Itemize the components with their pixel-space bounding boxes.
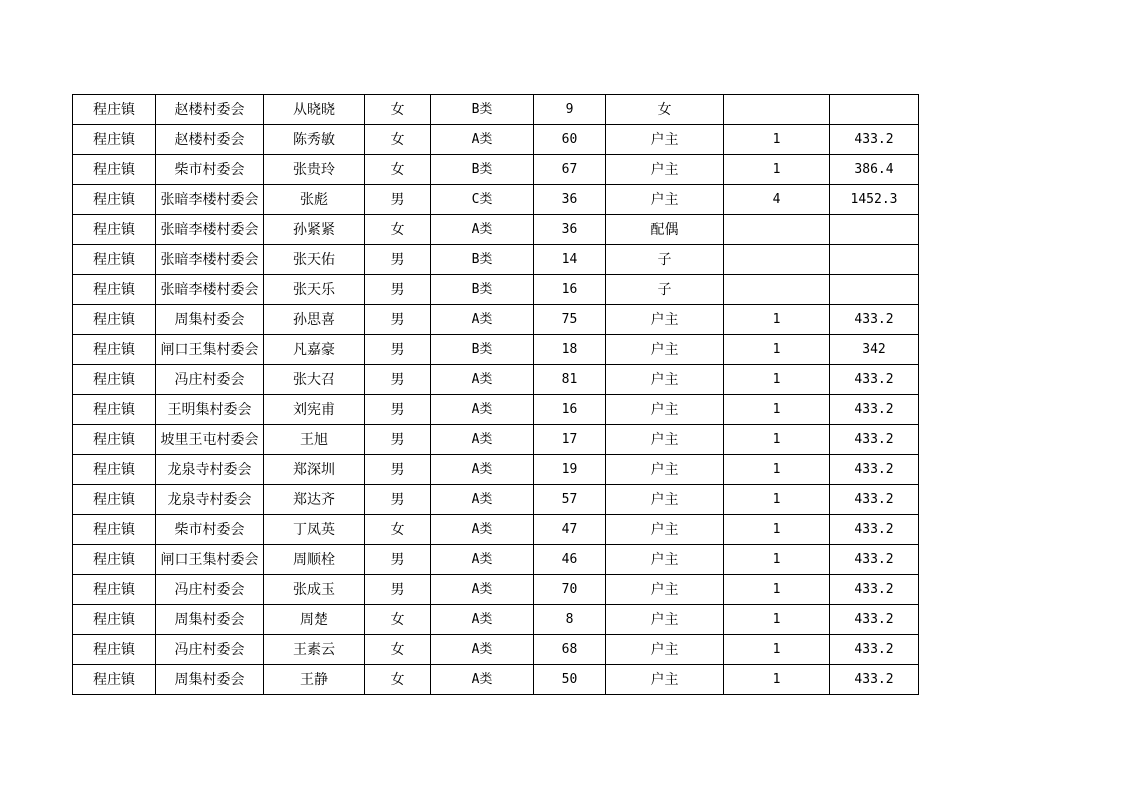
amount-cell: 433.2 [830,575,919,605]
age-cell: 81 [534,365,606,395]
category-cell: A类 [431,665,534,695]
name-cell: 张成玉 [264,575,365,605]
table-row [73,305,919,335]
category-cell: A类 [431,485,534,515]
age-cell: 67 [534,155,606,185]
category-cell: A类 [431,515,534,545]
relation-cell: 户主 [606,365,724,395]
village-committee-cell: 闸口王集村委会 [156,335,264,365]
name-cell: 孙思喜 [264,305,365,335]
gender-cell: 男 [365,305,431,335]
table-row [73,485,919,515]
town-cell: 程庄镇 [73,455,156,485]
town-cell: 程庄镇 [73,185,156,215]
table-row [73,185,919,215]
table-row [73,515,919,545]
name-cell: 刘宪甫 [264,395,365,425]
town-cell: 程庄镇 [73,125,156,155]
relation-cell: 户主 [606,515,724,545]
village-committee-cell: 赵楼村委会 [156,125,264,155]
amount-cell: 433.2 [830,365,919,395]
household-size-cell: 1 [724,575,830,605]
gender-cell: 男 [365,275,431,305]
table-row [73,635,919,665]
name-cell: 陈秀敏 [264,125,365,155]
relation-cell: 户主 [606,395,724,425]
amount-cell: 433.2 [830,515,919,545]
category-cell: B类 [431,155,534,185]
name-cell: 王旭 [264,425,365,455]
relation-cell: 户主 [606,455,724,485]
name-cell: 张天乐 [264,275,365,305]
amount-cell: 433.2 [830,635,919,665]
town-cell: 程庄镇 [73,665,156,695]
table-row [73,395,919,425]
amount-cell: 433.2 [830,485,919,515]
age-cell: 46 [534,545,606,575]
amount-cell: 433.2 [830,305,919,335]
village-committee-cell: 柴市村委会 [156,515,264,545]
amount-cell [830,95,919,125]
amount-cell: 433.2 [830,125,919,155]
amount-cell: 342 [830,335,919,365]
category-cell: A类 [431,635,534,665]
relation-cell: 户主 [606,155,724,185]
village-committee-cell: 坡里王屯村委会 [156,425,264,455]
household-size-cell: 1 [724,515,830,545]
household-size-cell: 4 [724,185,830,215]
relation-cell: 户主 [606,125,724,155]
household-size-cell: 1 [724,125,830,155]
village-committee-cell: 龙泉寺村委会 [156,485,264,515]
table-row [73,215,919,245]
gender-cell: 女 [365,155,431,185]
table-row [73,455,919,485]
village-committee-cell: 张暗李楼村委会 [156,245,264,275]
town-cell: 程庄镇 [73,305,156,335]
household-size-cell: 1 [724,335,830,365]
age-cell: 70 [534,575,606,605]
table-body [73,95,919,695]
town-cell: 程庄镇 [73,215,156,245]
village-committee-cell: 周集村委会 [156,665,264,695]
name-cell: 郑深圳 [264,455,365,485]
gender-cell: 女 [365,665,431,695]
table-row [73,95,919,125]
village-committee-cell: 周集村委会 [156,605,264,635]
name-cell: 张彪 [264,185,365,215]
name-cell: 王素云 [264,635,365,665]
village-committee-cell: 冯庄村委会 [156,575,264,605]
household-size-cell: 1 [724,305,830,335]
name-cell: 郑达齐 [264,485,365,515]
town-cell: 程庄镇 [73,95,156,125]
age-cell: 60 [534,125,606,155]
table-row [73,425,919,455]
age-cell: 75 [534,305,606,335]
household-size-cell: 1 [724,425,830,455]
town-cell: 程庄镇 [73,515,156,545]
town-cell: 程庄镇 [73,395,156,425]
age-cell: 17 [534,425,606,455]
household-size-cell: 1 [724,455,830,485]
relation-cell: 户主 [606,485,724,515]
gender-cell: 男 [365,365,431,395]
household-size-cell [724,245,830,275]
amount-cell [830,215,919,245]
age-cell: 8 [534,605,606,635]
village-committee-cell: 张暗李楼村委会 [156,275,264,305]
amount-cell: 433.2 [830,425,919,455]
table-row [73,365,919,395]
data-table [72,94,919,695]
town-cell: 程庄镇 [73,245,156,275]
village-committee-cell: 冯庄村委会 [156,365,264,395]
household-size-cell: 1 [724,605,830,635]
age-cell: 68 [534,635,606,665]
gender-cell: 男 [365,455,431,485]
village-committee-cell: 张暗李楼村委会 [156,185,264,215]
age-cell: 14 [534,245,606,275]
amount-cell: 1452.3 [830,185,919,215]
town-cell: 程庄镇 [73,365,156,395]
household-size-cell: 1 [724,545,830,575]
amount-cell: 433.2 [830,545,919,575]
table-row [73,605,919,635]
gender-cell: 女 [365,635,431,665]
town-cell: 程庄镇 [73,575,156,605]
village-committee-cell: 龙泉寺村委会 [156,455,264,485]
household-size-cell: 1 [724,395,830,425]
gender-cell: 男 [365,425,431,455]
relation-cell: 女 [606,95,724,125]
name-cell: 凡嘉豪 [264,335,365,365]
village-committee-cell: 赵楼村委会 [156,95,264,125]
town-cell: 程庄镇 [73,605,156,635]
name-cell: 孙紧紧 [264,215,365,245]
household-size-cell: 1 [724,635,830,665]
town-cell: 程庄镇 [73,335,156,365]
village-committee-cell: 张暗李楼村委会 [156,215,264,245]
name-cell: 王静 [264,665,365,695]
table-row [73,335,919,365]
village-committee-cell: 闸口王集村委会 [156,545,264,575]
category-cell: A类 [431,125,534,155]
amount-cell: 386.4 [830,155,919,185]
age-cell: 57 [534,485,606,515]
gender-cell: 女 [365,215,431,245]
table-row [73,245,919,275]
age-cell: 36 [534,185,606,215]
town-cell: 程庄镇 [73,275,156,305]
amount-cell: 433.2 [830,455,919,485]
name-cell: 周楚 [264,605,365,635]
table-row [73,545,919,575]
category-cell: A类 [431,215,534,245]
category-cell: C类 [431,185,534,215]
town-cell: 程庄镇 [73,425,156,455]
relation-cell: 子 [606,275,724,305]
relation-cell: 户主 [606,575,724,605]
gender-cell: 女 [365,605,431,635]
relation-cell: 子 [606,245,724,275]
amount-cell: 433.2 [830,395,919,425]
category-cell: B类 [431,275,534,305]
age-cell: 47 [534,515,606,545]
gender-cell: 男 [365,575,431,605]
table-row [73,125,919,155]
relation-cell: 户主 [606,665,724,695]
relation-cell: 户主 [606,305,724,335]
town-cell: 程庄镇 [73,485,156,515]
name-cell: 张贵玲 [264,155,365,185]
relation-cell: 户主 [606,605,724,635]
name-cell: 张大召 [264,365,365,395]
gender-cell: 男 [365,185,431,215]
category-cell: A类 [431,365,534,395]
household-size-cell: 1 [724,365,830,395]
amount-cell: 433.2 [830,665,919,695]
table-row [73,665,919,695]
household-size-cell: 1 [724,485,830,515]
age-cell: 16 [534,395,606,425]
category-cell: A类 [431,425,534,455]
relation-cell: 户主 [606,635,724,665]
relation-cell: 配偶 [606,215,724,245]
town-cell: 程庄镇 [73,545,156,575]
category-cell: A类 [431,575,534,605]
category-cell: A类 [431,395,534,425]
relation-cell: 户主 [606,185,724,215]
category-cell: A类 [431,605,534,635]
name-cell: 丁凤英 [264,515,365,545]
village-committee-cell: 周集村委会 [156,305,264,335]
amount-cell [830,275,919,305]
category-cell: B类 [431,335,534,365]
category-cell: A类 [431,455,534,485]
age-cell: 36 [534,215,606,245]
gender-cell: 男 [365,245,431,275]
age-cell: 16 [534,275,606,305]
age-cell: 19 [534,455,606,485]
name-cell: 从晓晓 [264,95,365,125]
village-committee-cell: 冯庄村委会 [156,635,264,665]
gender-cell: 男 [365,395,431,425]
amount-cell [830,245,919,275]
age-cell: 50 [534,665,606,695]
village-committee-cell: 柴市村委会 [156,155,264,185]
relation-cell: 户主 [606,425,724,455]
category-cell: A类 [431,305,534,335]
household-size-cell [724,275,830,305]
household-size-cell [724,95,830,125]
table-row [73,575,919,605]
gender-cell: 男 [365,335,431,365]
category-cell: A类 [431,545,534,575]
category-cell: B类 [431,245,534,275]
gender-cell: 男 [365,545,431,575]
name-cell: 张天佑 [264,245,365,275]
household-size-cell [724,215,830,245]
town-cell: 程庄镇 [73,155,156,185]
category-cell: B类 [431,95,534,125]
gender-cell: 女 [365,515,431,545]
table-row [73,275,919,305]
gender-cell: 女 [365,125,431,155]
table-row [73,155,919,185]
gender-cell: 男 [365,485,431,515]
name-cell: 周顺栓 [264,545,365,575]
gender-cell: 女 [365,95,431,125]
household-size-cell: 1 [724,155,830,185]
village-committee-cell: 王明集村委会 [156,395,264,425]
amount-cell: 433.2 [830,605,919,635]
household-size-cell: 1 [724,665,830,695]
relation-cell: 户主 [606,545,724,575]
age-cell: 9 [534,95,606,125]
town-cell: 程庄镇 [73,635,156,665]
relation-cell: 户主 [606,335,724,365]
age-cell: 18 [534,335,606,365]
